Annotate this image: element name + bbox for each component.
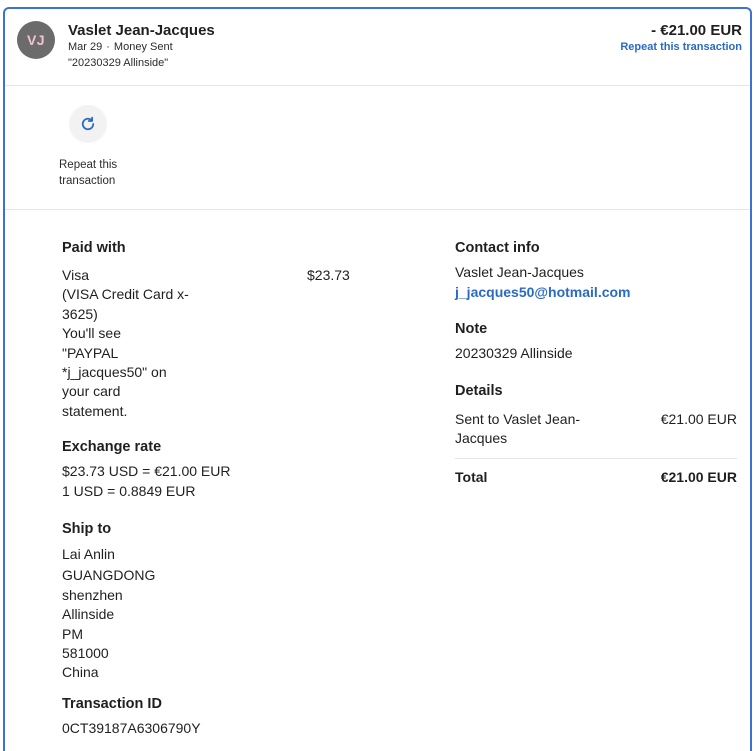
contact-email-link[interactable]: j_jacques50@hotmail.com <box>455 284 631 300</box>
paid-with-line: your card <box>62 383 121 400</box>
paid-with-line: *j_jacques50" on <box>62 364 167 381</box>
paid-with-title: Paid with <box>62 240 126 256</box>
payee-name: Vaslet Jean-Jacques <box>68 22 215 39</box>
total-amount: €21.00 EUR <box>660 469 737 485</box>
contact-name: Vaslet Jean-Jacques <box>455 264 584 280</box>
ship-to-line: China <box>62 664 99 681</box>
exchange-rate-line: $23.73 USD = €21.00 EUR <box>62 463 231 479</box>
paid-with-line: You'll see <box>62 325 121 342</box>
paid-with-line: statement. <box>62 402 128 419</box>
details-sent-line: Sent to Vaslet Jean- <box>455 411 581 427</box>
note-value: 20230329 Allinside <box>455 345 573 361</box>
paid-with-line: Visa <box>62 267 89 283</box>
ship-to-line: Allinside <box>62 606 115 623</box>
contact-info-title: Contact info <box>455 240 540 256</box>
action-bar <box>5 86 750 210</box>
ship-to-line: Lai Anlin <box>62 546 115 562</box>
paid-with-line: "PAYPAL <box>62 344 119 361</box>
details-title: Details <box>455 383 503 399</box>
exchange-rate-line: 1 USD = 0.8849 EUR <box>62 483 196 499</box>
paid-with-line: (VISA Credit Card x- <box>62 286 189 303</box>
transaction-id-value[interactable]: 0CT39187A6306790Y <box>62 720 201 736</box>
details-sent-amount: €21.00 EUR <box>660 411 737 427</box>
paid-with-amount: $23.73 <box>307 267 350 283</box>
transaction-id-title: Transaction ID <box>62 696 162 712</box>
transaction-date: Mar 29 <box>68 41 103 53</box>
transaction-memo: "20230329 Allinside" <box>68 57 169 69</box>
repeat-transaction-link[interactable]: Repeat this transaction <box>620 41 742 53</box>
refresh-icon <box>79 115 97 133</box>
details-divider <box>455 458 737 459</box>
avatar: VJ <box>17 21 55 59</box>
ship-to-title: Ship to <box>62 521 112 537</box>
note-title: Note <box>455 321 488 337</box>
ship-to-line: PM <box>62 625 83 642</box>
repeat-transaction-label: Repeat this transaction <box>59 159 118 187</box>
transaction-type: Money Sent <box>113 41 173 53</box>
exchange-rate-title: Exchange rate <box>62 439 162 455</box>
transaction-meta: Mar 29 · Money Sent <box>68 41 173 53</box>
ship-to-line: 581000 <box>62 645 109 662</box>
ship-to-line: GUANGDONG <box>62 567 156 584</box>
paid-with-line: 3625) <box>62 305 98 322</box>
ship-to-address <box>62 545 155 683</box>
repeat-transaction-button[interactable] <box>69 105 107 143</box>
transaction-header <box>5 9 750 86</box>
paid-with-details <box>62 266 212 421</box>
details-sent-to <box>455 410 605 449</box>
details-sent-line: Jacques <box>455 430 508 447</box>
transaction-amount: - €21.00 EUR <box>651 22 742 39</box>
total-label: Total <box>455 469 488 485</box>
ship-to-line: shenzhen <box>62 586 123 603</box>
